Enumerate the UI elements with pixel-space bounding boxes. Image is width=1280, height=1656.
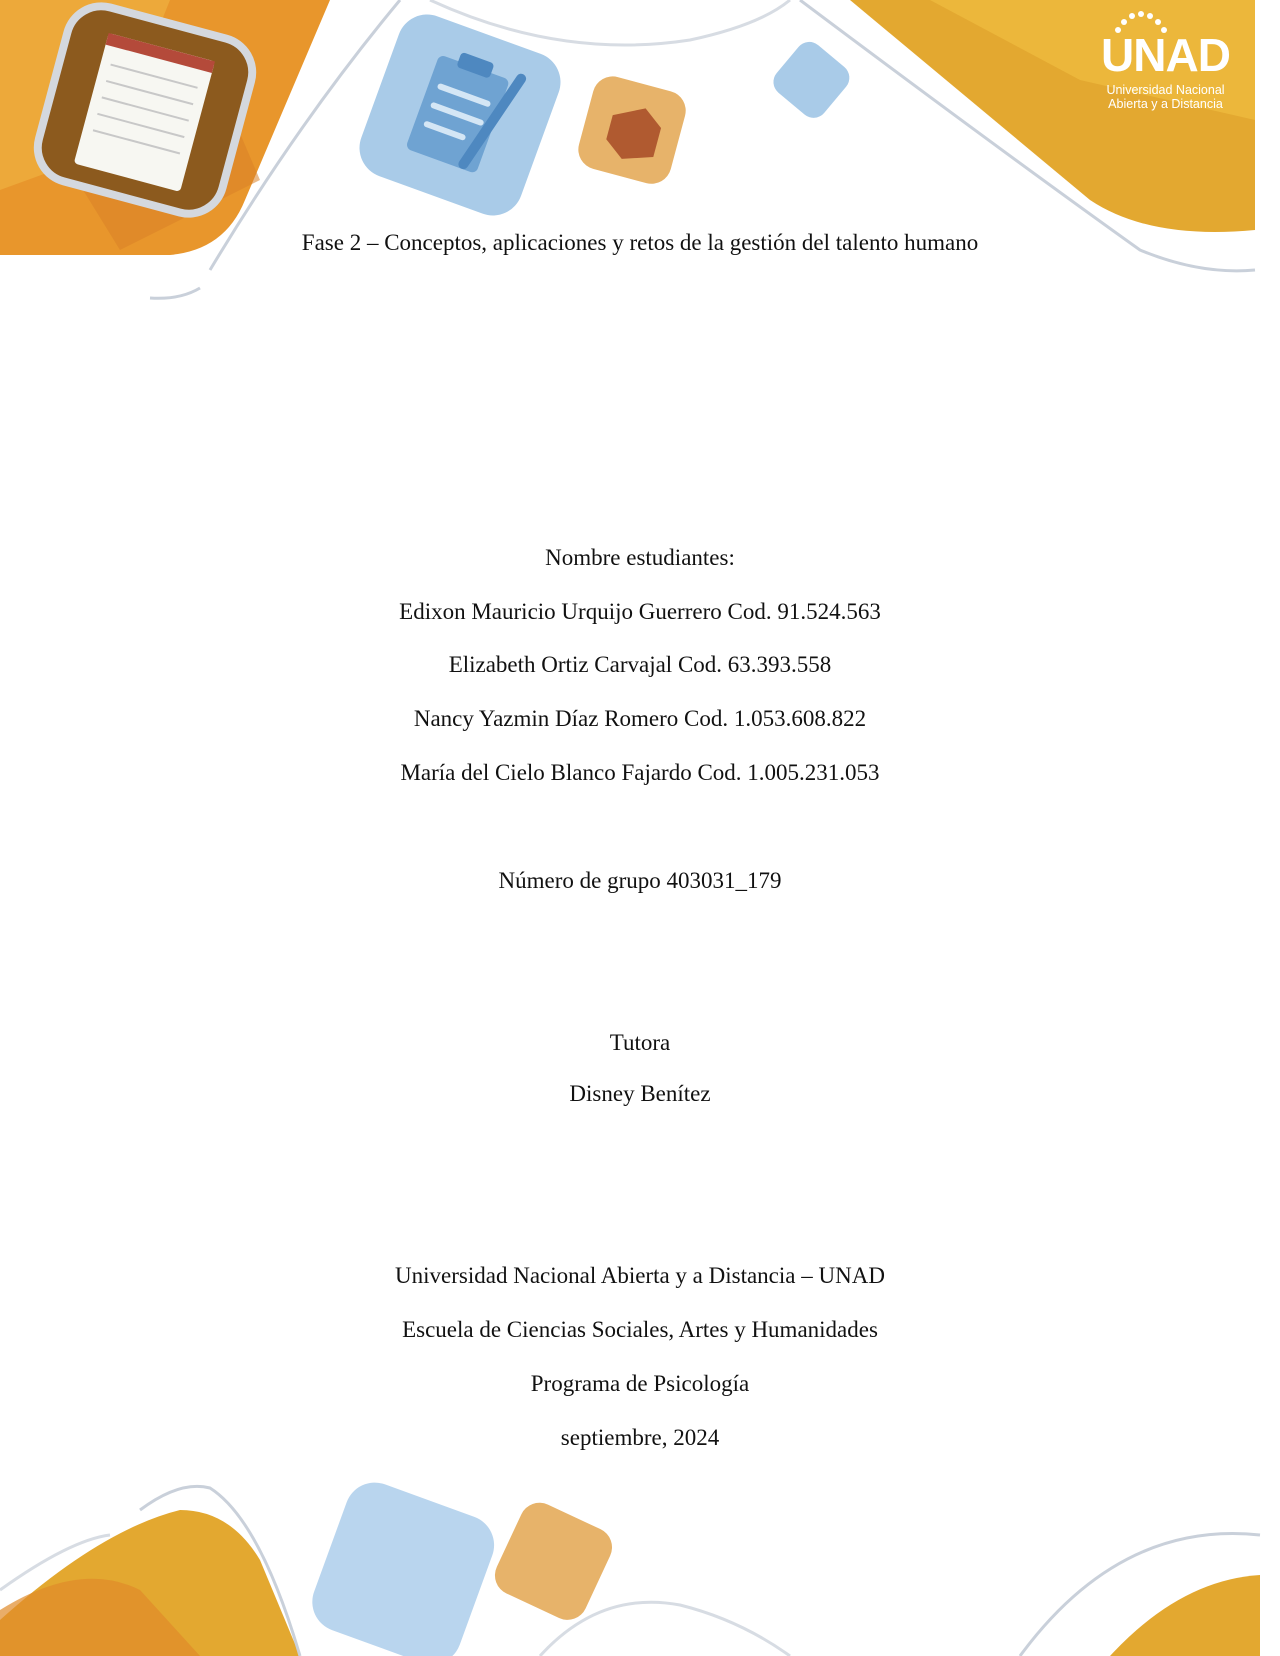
logo-wordmark: UNAD bbox=[1101, 29, 1230, 81]
footer-blue-tile bbox=[304, 1474, 503, 1656]
logo-line2: Abierta y a Distancia bbox=[1108, 97, 1223, 111]
student-name: Edixon Mauricio Urquijo Guerrero Cod. 91.524.563 bbox=[399, 599, 881, 624]
tutor-name: Disney Benítez bbox=[569, 1081, 711, 1106]
student-name: Elizabeth Ortiz Carvajal Cod. 63.393.558 bbox=[448, 652, 832, 677]
school-name: Escuela de Ciencias Sociales, Artes y Humanidades bbox=[402, 1317, 878, 1342]
program-name: Programa de Psicología bbox=[530, 1371, 750, 1396]
footer-gold-shape bbox=[1110, 1575, 1260, 1656]
student-name: Nancy Yazmin Díaz Romero Cod. 1.053.608.822 bbox=[413, 706, 867, 731]
unad-logo bbox=[1098, 10, 1233, 120]
student-name: María del Cielo Blanco Fajardo Cod. 1.005.231.053 bbox=[400, 760, 880, 785]
book-tile bbox=[574, 72, 690, 188]
clipboard-tile bbox=[351, 6, 569, 224]
header-decoration bbox=[0, 0, 1280, 310]
institution-name: Universidad Nacional Abierta y a Distancia – UNAD bbox=[395, 1263, 885, 1288]
students-label: Nombre estudiantes: bbox=[545, 545, 735, 570]
footer-tan-tile bbox=[488, 1496, 618, 1626]
logo-line1: Universidad Nacional bbox=[1106, 83, 1225, 97]
document-date: septiembre, 2024 bbox=[560, 1425, 720, 1450]
tutor-label: Tutora bbox=[609, 1030, 671, 1055]
document-title: Fase 2 – Conceptos, aplicaciones y retos de la gestión del talento humano bbox=[301, 230, 979, 255]
small-blue-tile bbox=[768, 36, 855, 123]
footer-decoration bbox=[0, 1440, 1280, 1656]
group-number: Número de grupo 403031_179 bbox=[498, 868, 782, 893]
